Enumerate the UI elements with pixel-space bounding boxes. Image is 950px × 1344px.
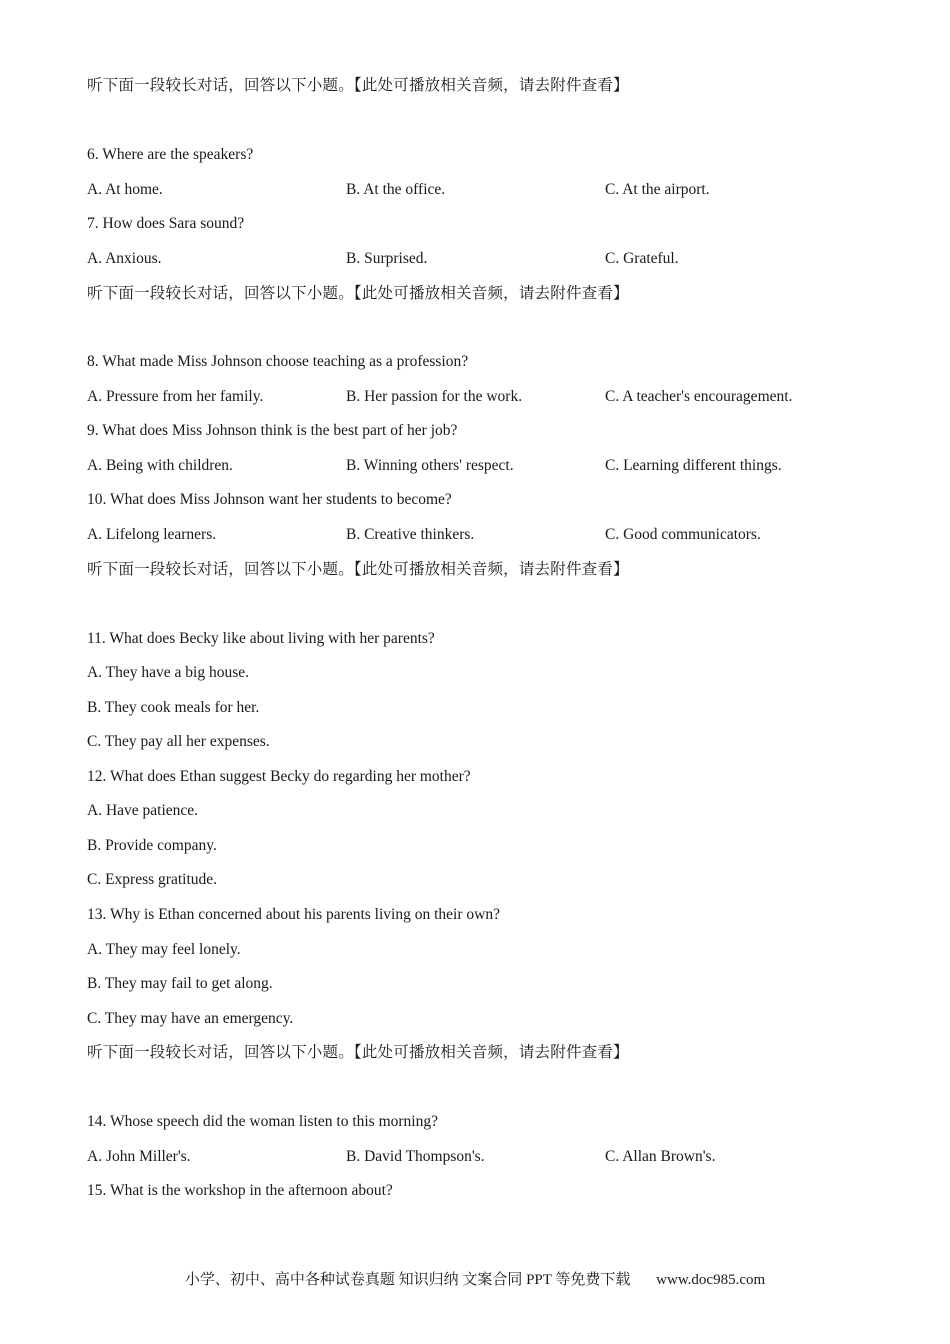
option-6a: A. At home. <box>87 181 163 198</box>
option-12c: C. Express gratitude. <box>87 871 218 888</box>
option-11b: B. They cook meals for her. <box>87 699 260 716</box>
option-9c: C. Learning different things. <box>605 457 782 474</box>
option-11c: C. They pay all her expenses. <box>87 733 270 750</box>
option-14c: C. Allan Brown's. <box>605 1148 716 1165</box>
option-8c: C. A teacher's encouragement. <box>605 388 793 405</box>
option-9a: A. Being with children. <box>87 457 233 474</box>
section-intro: 听下面一段较长对话，回答以下小题。【此处可播放相关音频，请去附件查看】 <box>87 561 629 578</box>
option-12a: A. Have patience. <box>87 802 199 819</box>
section-intro: 听下面一段较长对话，回答以下小题。【此处可播放相关音频，请去附件查看】 <box>87 285 629 302</box>
question-8: 8. What made Miss Johnson choose teaching as a profession? <box>87 353 469 370</box>
question-14: 14. Whose speech did the woman listen to this morning? <box>87 1113 438 1130</box>
question-9: 9. What does Miss Johnson think is the best part of her job? <box>87 422 458 439</box>
option-10a: A. Lifelong learners. <box>87 526 217 543</box>
option-10b: B. Creative thinkers. <box>346 526 475 543</box>
question-12: 12. What does Ethan suggest Becky do regarding her mother? <box>87 768 471 785</box>
option-7a: A. Anxious. <box>87 250 162 267</box>
option-8b: B. Her passion for the work. <box>346 388 523 405</box>
option-9b: B. Winning others' respect. <box>346 457 514 474</box>
option-11a: A. They have a big house. <box>87 664 249 681</box>
option-14b: B. David Thompson's. <box>346 1148 485 1165</box>
question-10: 10. What does Miss Johnson want her students to become? <box>87 491 452 508</box>
section-intro: 听下面一段较长对话，回答以下小题。【此处可播放相关音频，请去附件查看】 <box>87 77 629 94</box>
footer-url[interactable]: www.doc985.com <box>656 1272 766 1288</box>
option-14a: A. John Miller's. <box>87 1148 191 1165</box>
question-15: 15. What is the workshop in the afternoon about? <box>87 1182 393 1199</box>
page-footer <box>0 1268 950 1289</box>
question-11: 11. What does Becky like about living with her parents? <box>87 630 435 647</box>
option-6c: C. At the airport. <box>605 181 710 198</box>
option-7c: C. Grateful. <box>605 250 679 267</box>
option-7b: B. Surprised. <box>346 250 428 267</box>
option-13a: A. They may feel lonely. <box>87 941 241 958</box>
option-13b: B. They may fail to get along. <box>87 975 273 992</box>
question-13: 13. Why is Ethan concerned about his parents living on their own? <box>87 906 500 923</box>
option-13c: C. They may have an emergency. <box>87 1010 294 1027</box>
question-6: 6. Where are the speakers? <box>87 146 254 163</box>
section-intro: 听下面一段较长对话，回答以下小题。【此处可播放相关音频，请去附件查看】 <box>87 1044 629 1061</box>
footer-text: 小学、初中、高中各种试卷真题 知识归纳 文案合同 PPT 等免费下载 <box>184 1272 631 1288</box>
option-10c: C. Good communicators. <box>605 526 761 543</box>
question-7: 7. How does Sara sound? <box>87 215 245 232</box>
option-12b: B. Provide company. <box>87 837 217 854</box>
option-6b: B. At the office. <box>346 181 446 198</box>
option-8a: A. Pressure from her family. <box>87 388 264 405</box>
